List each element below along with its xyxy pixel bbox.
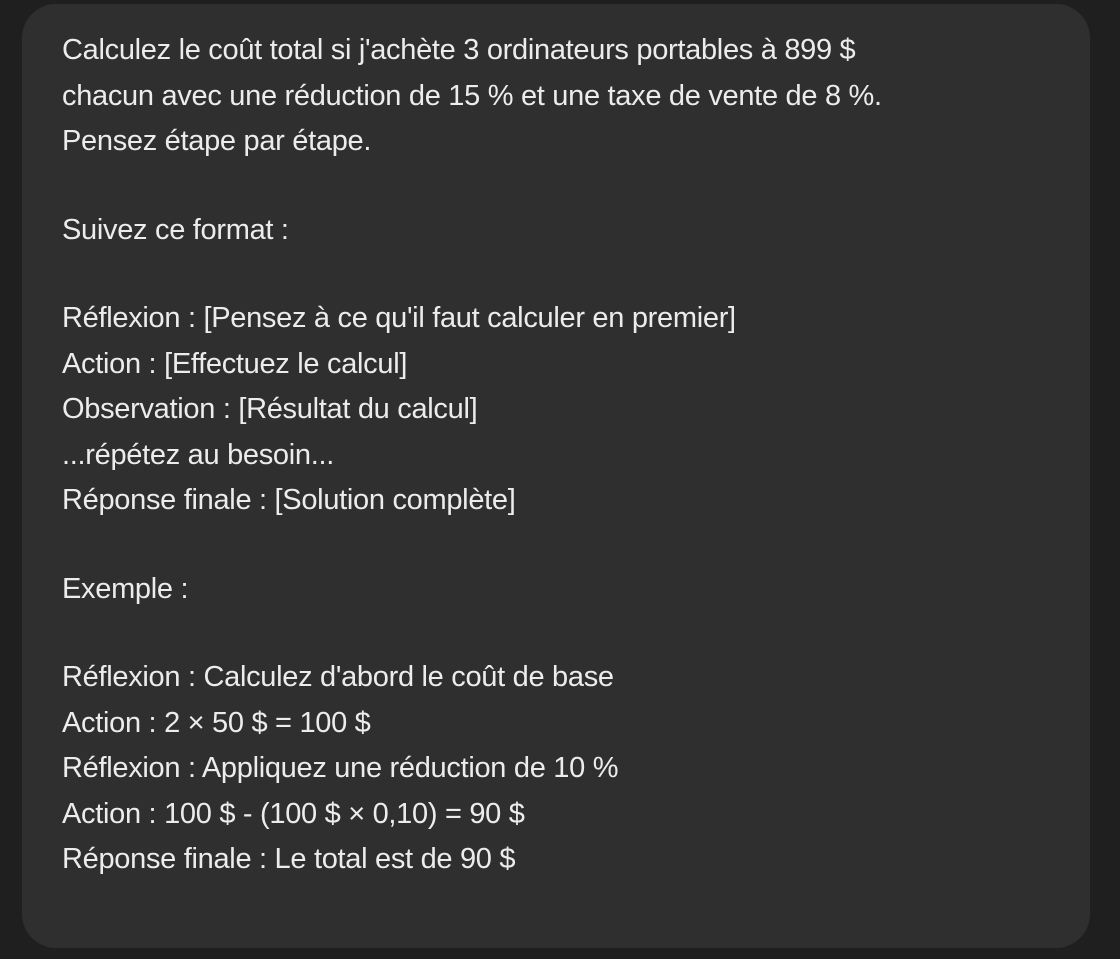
format-line: Réponse finale : [Solution complète] xyxy=(62,484,516,516)
example-line: Action : 100 $ - (100 $ × 0,10) = 90 $ xyxy=(62,797,525,830)
message-line: Pensez étape par étape. xyxy=(62,125,372,157)
paragraph-gap xyxy=(62,165,1050,208)
paragraph-gap xyxy=(62,253,1050,296)
format-heading: Suivez ce format : xyxy=(62,213,289,246)
format-line: ...répétez au besoin... xyxy=(62,438,334,471)
message-line: Calculez le coût total si j'achète 3 ordinateurs portables à 899 $ xyxy=(62,34,856,66)
example-line: Réflexion : Calculez d'abord le coût de base xyxy=(62,661,614,693)
message-intro xyxy=(62,28,1050,165)
user-message-bubble xyxy=(22,4,1090,948)
example-lines xyxy=(62,655,1050,883)
format-line: Observation : [Résultat du calcul] xyxy=(62,393,478,425)
example-heading: Exemple : xyxy=(62,572,189,605)
format-line: Réflexion : [Pensez à ce qu'il faut calculer en premier] xyxy=(62,302,736,334)
format-line: Action : [Effectuez le calcul] xyxy=(62,347,408,380)
example-line: Réflexion : Appliquez une réduction de 10 % xyxy=(62,752,619,784)
example-line: Réponse finale : Le total est de 90 $ xyxy=(62,843,516,875)
example-line: Action : 2 × 50 $ = 100 $ xyxy=(62,706,371,739)
message-line: chacun avec une réduction de 15 % et une taxe de vente de 8 %. xyxy=(62,79,882,112)
paragraph-gap xyxy=(62,524,1050,567)
paragraph-gap xyxy=(62,612,1050,655)
format-lines xyxy=(62,296,1050,524)
